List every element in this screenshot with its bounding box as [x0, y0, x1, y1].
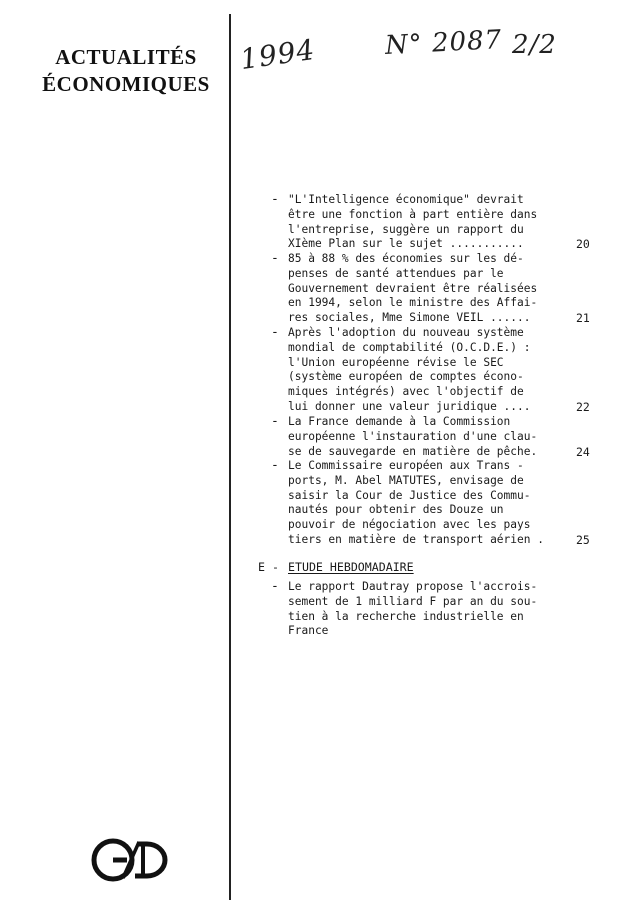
- entry-line: res sociales, Mme Simone VEIL ......: [288, 311, 531, 325]
- entry-dash: -: [271, 414, 279, 429]
- entry-line: européenne l'instauration d'une clau-: [288, 429, 538, 443]
- entry-line: pouvoir de négociation avec les pays: [288, 518, 531, 532]
- entry-line: l'entreprise, suggère un rapport du: [288, 222, 524, 236]
- entry-line: nautés pour obtenir des Douze un: [288, 503, 504, 517]
- entry-line: Le Commissaire européen aux Trans -: [288, 459, 524, 472]
- handwritten-issue-number: N° 2087: [384, 24, 503, 62]
- entry-line: miques intégrés) avec l'objectif de: [288, 385, 524, 399]
- gd-logo: [89, 838, 173, 882]
- entry-page-number: 21: [576, 311, 590, 326]
- handwritten-year: 1994: [238, 32, 318, 77]
- entry-line: XIème Plan sur le sujet ...........: [288, 237, 524, 251]
- entry-line: l'Union européenne révise le SEC: [288, 355, 504, 369]
- entry-line: en 1994, selon le ministre des Affai-: [288, 296, 538, 310]
- entry-line: saisir la Cour de Justice des Commu-: [288, 488, 531, 502]
- entry-line: Gouvernement devraient être réalisées: [288, 281, 538, 295]
- entry-line: La France demande à la Commission: [288, 415, 511, 428]
- entry-line: "L'Intelligence économique" devrait: [288, 193, 524, 206]
- entry-line: tiers en matière de transport aérien .: [288, 533, 544, 546]
- entry-line: (système européen de comptes écono-: [288, 370, 524, 384]
- entry-page-number: 24: [576, 444, 590, 459]
- entry-line: tien à la recherche industrielle en: [288, 609, 524, 623]
- entry-dash: -: [271, 325, 279, 340]
- entry-dash: -: [271, 192, 279, 207]
- handwritten-part: 2/2: [512, 30, 557, 60]
- entry-line: mondial de comptabilité (O.C.D.E.) :: [288, 340, 531, 354]
- entry-page-number: 22: [576, 400, 590, 414]
- entry-line: Après l'adoption du nouveau système: [288, 326, 524, 339]
- entry-line: 85 à 88 % des économies sur les dé-: [288, 252, 524, 265]
- entry-line: être une fonction à part entière dans: [288, 207, 538, 221]
- entry-page-number: 25: [576, 533, 590, 547]
- entry-line: lui donner une valeur juridique ....: [288, 400, 531, 413]
- entry-dash: -: [271, 458, 279, 473]
- entry-page-number: 20: [576, 237, 590, 252]
- entry-dash: -: [271, 251, 279, 266]
- entry-line: Le rapport Dautray propose l'accrois-: [288, 580, 538, 593]
- section-title: ETUDE HEBDOMADAIRE: [288, 560, 414, 574]
- entry-line: sement de 1 milliard F par an du sou-: [288, 594, 538, 608]
- entry-line: France: [288, 624, 329, 638]
- entry-line: penses de santé attendues par le: [288, 266, 504, 280]
- entry-line: ports, M. Abel MATUTES, envisage de: [288, 473, 524, 487]
- entry-dash: -: [271, 579, 279, 594]
- masthead-line-2: ÉCONOMIQUES: [42, 72, 210, 96]
- masthead-line-1: ACTUALITÉS: [55, 45, 197, 69]
- section-separator: -: [272, 560, 279, 574]
- section-letter: E: [258, 560, 265, 574]
- entry-line: se de sauvegarde en matière de pêche.: [288, 444, 538, 458]
